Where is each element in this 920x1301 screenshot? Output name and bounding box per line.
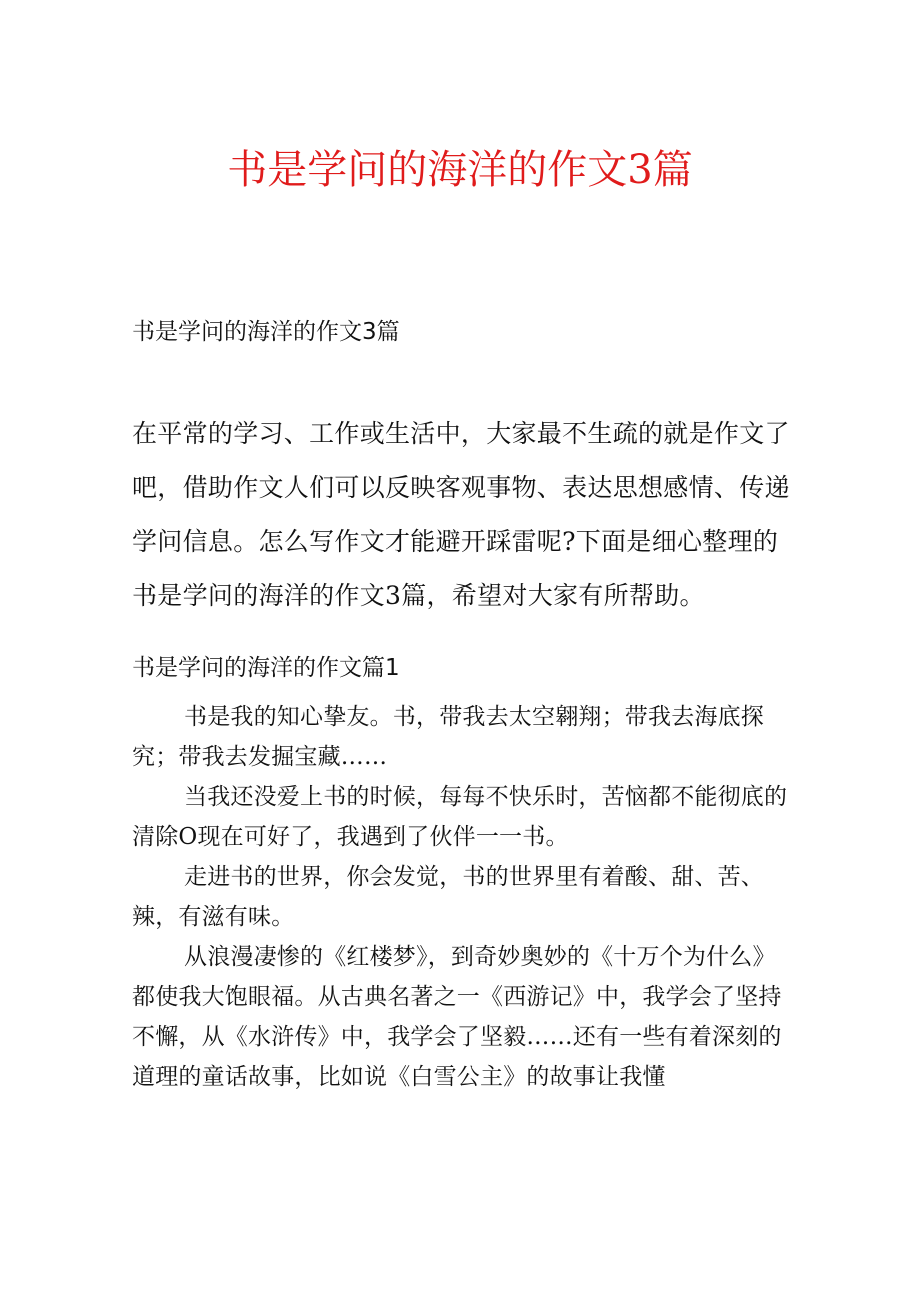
essay-paragraph: 书是我的知心挚友。书，带我去太空翱翔；带我去海底探究；带我去发掘宝藏…… [132, 704, 764, 770]
essay-paragraph: 走进书的世界，你会发觉，书的世界里有着酸、甜、苦、辣，有滋有味。 [132, 864, 764, 930]
intro-paragraph: 在平常的学习、工作或生活中，大家最不生疏的就是作文了吧，借助作文人们可以反映客观事物、表达思想感情、传递学问信息。怎么写作文才能避开踩雷呢?下面是细心整理的书是学问的海洋的作文3篇，希望对大家有所帮助。 [132, 419, 790, 610]
essay-paragraph: 从浪漫凄惨的《红楼梦》，到奇妙奥妙的《十万个为什么》都使我大饱眼福。从古典名著之一《西游记》中，我学会了坚持不懈，从《水浒传》中，我学会了坚毅……还有一些有着深刻的道理的童话故事，比如说《白雪公主》的故事让我懂 [132, 944, 782, 1090]
essay-paragraph: 当我还没爱上书的时候，每每不快乐时，苦恼都不能彻底的清除O现在可好了，我遇到了伙伴一一书。 [132, 784, 788, 850]
document-title: 书是学问的海洋的作文3篇 [227, 147, 693, 193]
document-subtitle: 书是学问的海洋的作文3篇 [132, 319, 400, 345]
essay-body [132, 697, 797, 1097]
section-heading: 书是学问的海洋的作文篇1 [132, 655, 400, 681]
